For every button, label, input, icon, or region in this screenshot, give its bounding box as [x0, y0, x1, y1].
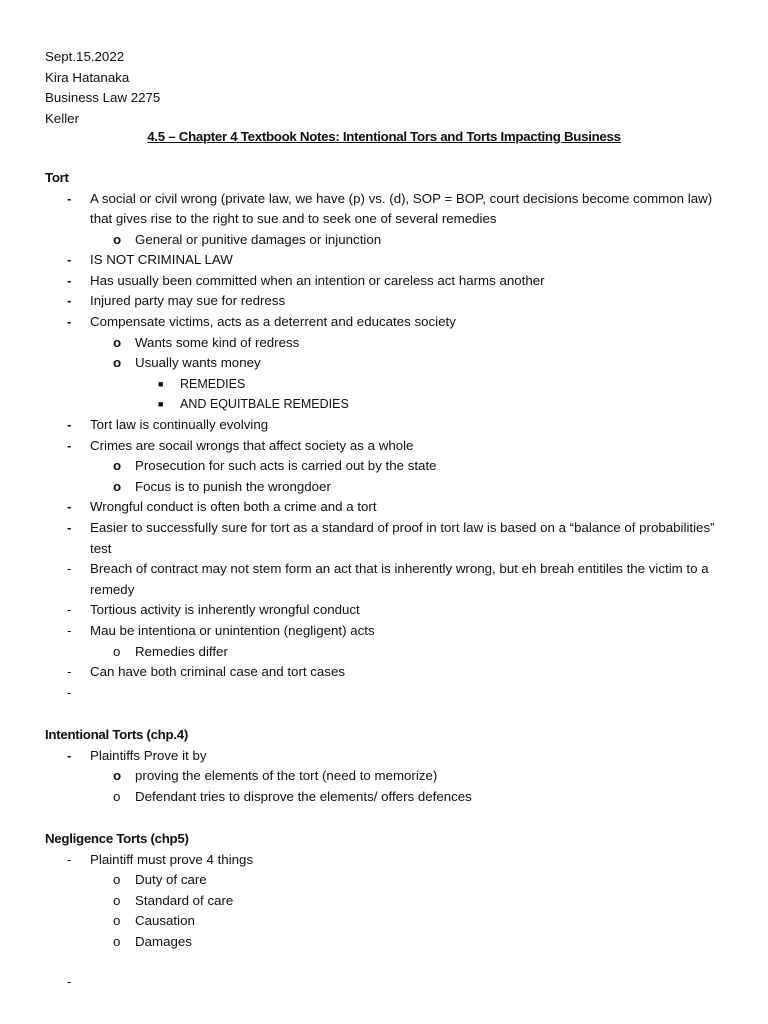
circle-bullet: o [113, 458, 122, 474]
dash-bullet: - [67, 417, 72, 433]
list-item [45, 436, 735, 457]
list-item-text: Easier to successfully sure for tort as a standard of proof in tort law is based on a “balance of probabilities” test [90, 520, 715, 556]
list-item [45, 312, 735, 333]
list-item [45, 497, 735, 518]
dash-bullet: - [67, 314, 72, 330]
list-item [45, 456, 735, 477]
list-item-text: Has usually been committed when an intention or careless act harms another [90, 272, 545, 288]
list-item [45, 621, 735, 642]
circle-bullet: o [113, 788, 121, 804]
list-item [45, 250, 735, 271]
list-item [45, 870, 735, 891]
list-item-text: Can have both criminal case and tort cases [90, 664, 345, 680]
list-item [45, 850, 735, 871]
list-item-text: Causation [135, 913, 195, 929]
list-item [45, 415, 735, 436]
list-item-text: Plaintiff must prove 4 things [90, 851, 254, 867]
spacer [45, 952, 735, 972]
list-item-text: Compensate victims, acts as a deterrent and educates society [90, 314, 456, 330]
circle-bullet: o [113, 768, 122, 784]
list-item [45, 746, 735, 767]
list-item-text: Crimes are socail wrongs that affect society as a whole [90, 437, 414, 453]
section-heading-intentional-torts: Intentional Torts (chp.4) [45, 727, 188, 742]
list-item-text: Wrongful conduct is often both a crime and a tort [90, 499, 377, 515]
list-item-text: Remedies differ [135, 643, 228, 659]
list-item-text: Injured party may sue for redress [90, 293, 286, 309]
list-item [45, 353, 735, 374]
list-item [45, 291, 735, 312]
tort-section [45, 168, 735, 700]
list-item [45, 394, 735, 415]
date: Sept.15.2022 [45, 49, 125, 64]
list-item-text: A social or civil wrong (private law, we have (p) vs. (d), SOP = BOP, court decisions become common law) that gives rise to the right to sue and to seek one of several remedies [90, 190, 713, 227]
dash-bullet: - [67, 684, 72, 700]
list-item-text: Wants some kind of redress [135, 334, 300, 350]
dash-bullet: - [67, 851, 72, 867]
dash-bullet: - [67, 437, 72, 453]
dash-bullet: - [67, 190, 72, 206]
section-heading-tort: Tort [45, 170, 69, 185]
list-item [45, 600, 735, 621]
circle-bullet: o [113, 478, 122, 494]
dash-bullet: - [67, 974, 72, 990]
list-item-text: AND EQUITBALE REMEDIES [180, 397, 349, 412]
list-item [45, 766, 735, 787]
list-item-text: Tort law is continually evolving [90, 417, 269, 433]
section-heading-negligence-torts: Negligence Torts (chp5) [45, 831, 189, 846]
list-item [45, 271, 735, 292]
circle-bullet: o [113, 355, 122, 371]
list-item [45, 911, 735, 932]
list-item-text: Focus is to punish the wrongdoer [135, 478, 331, 494]
list-item-text: Plaintiffs Prove it by [90, 747, 207, 763]
dash-bullet: - [67, 747, 72, 763]
dash-bullet: - [67, 664, 72, 680]
list-item [45, 787, 735, 808]
list-item-text: Tortious activity is inherently wrongful conduct [90, 602, 360, 618]
list-item-text: Standard of care [135, 892, 234, 908]
course-name: Business Law 2275 [45, 90, 161, 105]
list-item [45, 477, 735, 498]
square-bullet: ■ [158, 378, 164, 389]
circle-bullet: o [113, 872, 121, 888]
list-item [45, 518, 735, 559]
list-item [45, 642, 735, 663]
negligence-torts-section [45, 829, 735, 990]
dash-bullet: - [67, 252, 72, 268]
list-item [45, 230, 735, 251]
list-item-text: Defendant tries to disprove the elements/ offers defences [135, 788, 472, 804]
dash-bullet: - [67, 272, 72, 288]
list-item [45, 559, 735, 600]
intentional-torts-section [45, 725, 735, 807]
circle-bullet: o [113, 892, 121, 908]
list-item-text: Damages [135, 933, 192, 949]
list-item [45, 333, 735, 354]
list-item-text: Usually wants money [135, 355, 261, 371]
dash-bullet: - [67, 293, 72, 309]
list-item-text: Prosecution for such acts is carried out by the state [135, 458, 437, 474]
list-item [45, 662, 735, 683]
circle-bullet: o [113, 913, 121, 929]
list-item-text: General or punitive damages or injunction [135, 231, 382, 247]
list-item-text: proving the elements of the tort (need to memorize) [135, 768, 438, 784]
square-bullet: ■ [158, 399, 164, 410]
dash-bullet: - [67, 499, 72, 515]
list-item [45, 891, 735, 912]
document-header [45, 47, 160, 129]
document-title: 4.5 – Chapter 4 Textbook Notes: Intentional Tors and Torts Impacting Business [147, 129, 621, 144]
dash-bullet: - [67, 622, 72, 638]
circle-bullet: o [113, 933, 121, 949]
list-item [45, 932, 735, 953]
dash-bullet: - [67, 561, 72, 577]
circle-bullet: o [113, 334, 122, 350]
list-item-text: Duty of care [135, 872, 207, 888]
list-item-text: Breach of contract may not stem form an act that is inherently wrong, but eh breah entitiles the victim to a remedy [90, 561, 709, 597]
dash-bullet: - [67, 602, 72, 618]
list-item [45, 374, 735, 395]
author-name: Kira Hatanaka [45, 69, 130, 85]
list-item-text: Mau be intentiona or unintention (negligent) acts [90, 622, 375, 638]
circle-bullet: o [113, 231, 122, 247]
dash-bullet: - [67, 520, 72, 535]
list-item [45, 189, 735, 230]
instructor-name: Keller [45, 110, 79, 126]
circle-bullet: o [113, 643, 121, 659]
list-item-text: IS NOT CRIMINAL LAW [90, 252, 233, 268]
list-item-text: REMEDIES [180, 376, 246, 391]
